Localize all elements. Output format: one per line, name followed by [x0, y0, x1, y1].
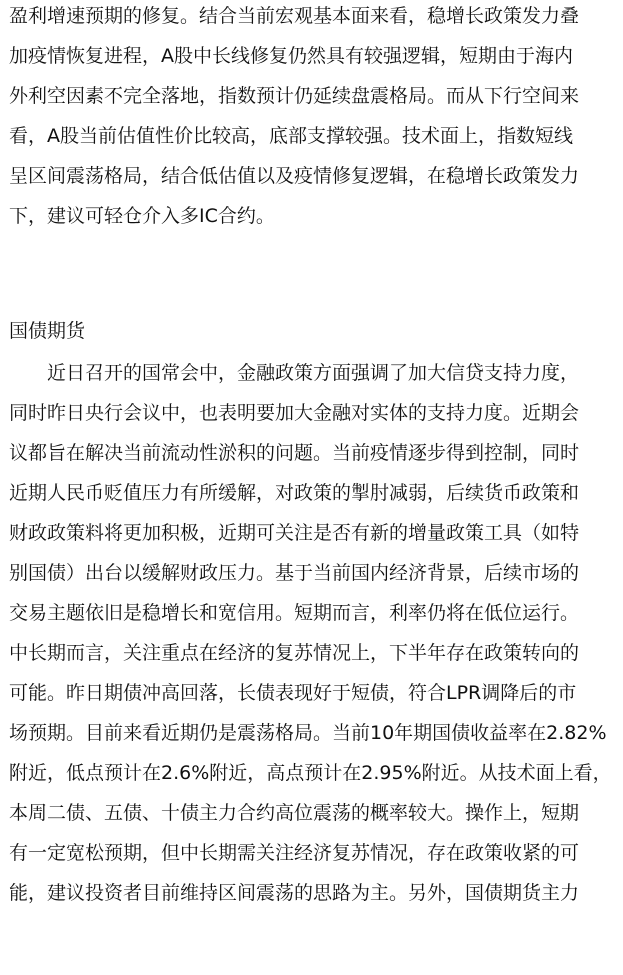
text-line: 呈区间震荡格局，结合低估值以及疫情修复逻辑，在稳增长政策发力	[9, 165, 580, 187]
section-heading	[9, 311, 615, 351]
text-line: 外利空因素不完全落地，指数预计仍延续盘震格局。而从下行空间来	[9, 85, 580, 107]
text-line: 近日召开的国常会中，金融政策方面强调了加大信贷支持力度，	[9, 362, 580, 384]
text-line: 场预期。目前来看近期仍是震荡格局。当前10年期国债收益率在2.82%	[9, 722, 607, 744]
paragraph-stock-index-outlook	[9, 0, 615, 236]
text-line: 别国债）出台以缓解财政压力。基于当前国内经济背景，后续市场的	[9, 562, 580, 584]
text-line: 下，建议可轻仓介入多IC合约。	[9, 205, 275, 227]
text-line: 看，A股当前估值性价比较高，底部支撑较强。技术面上，指数短线	[9, 125, 573, 147]
section-heading-text: 国债期货	[9, 320, 86, 342]
text-line: 交易主题依旧是稳增长和宽信用。短期而言，利率仍将在低位运行。	[9, 602, 580, 624]
text-line: 本周二债、五债、十债主力合约高位震荡的概率较大。操作上，短期	[9, 802, 580, 824]
text-line: 有一定宽松预期，但中长期需关注经济复苏情况，存在政策收紧的可	[9, 842, 580, 864]
text-line: 附近，低点预计在2.6%附近，高点预计在2.95%附近。从技术面上看，	[9, 762, 612, 784]
paragraph-treasury-futures	[9, 353, 615, 913]
text-line: 议都旨在解决当前流动性淤积的问题。当前疫情逐步得到控制，同时	[9, 442, 580, 464]
text-line: 盈利增速预期的修复。结合当前宏观基本面来看，稳增长政策发力叠	[9, 5, 580, 27]
text-line: 财政政策料将更加积极，近期可关注是否有新的增量政策工具（如特	[9, 522, 580, 544]
text-line: 能，建议投资者目前维持区间震荡的思路为主。另外，国债期货主力	[9, 882, 580, 904]
text-line: 近期人民币贬值压力有所缓解，对政策的掣肘减弱，后续货币政策和	[9, 482, 580, 504]
text-line: 同时昨日央行会议中，也表明要加大金融对实体的支持力度。近期会	[9, 402, 580, 424]
text-line: 中长期而言，关注重点在经济的复苏情况上，下半年存在政策转向的	[9, 642, 580, 664]
text-line: 加疫情恢复进程，A股中长线修复仍然具有较强逻辑，短期由于海内	[9, 45, 573, 67]
text-line: 可能。昨日期债冲高回落，长债表现好于短债，符合LPR调降后的市	[9, 682, 577, 704]
